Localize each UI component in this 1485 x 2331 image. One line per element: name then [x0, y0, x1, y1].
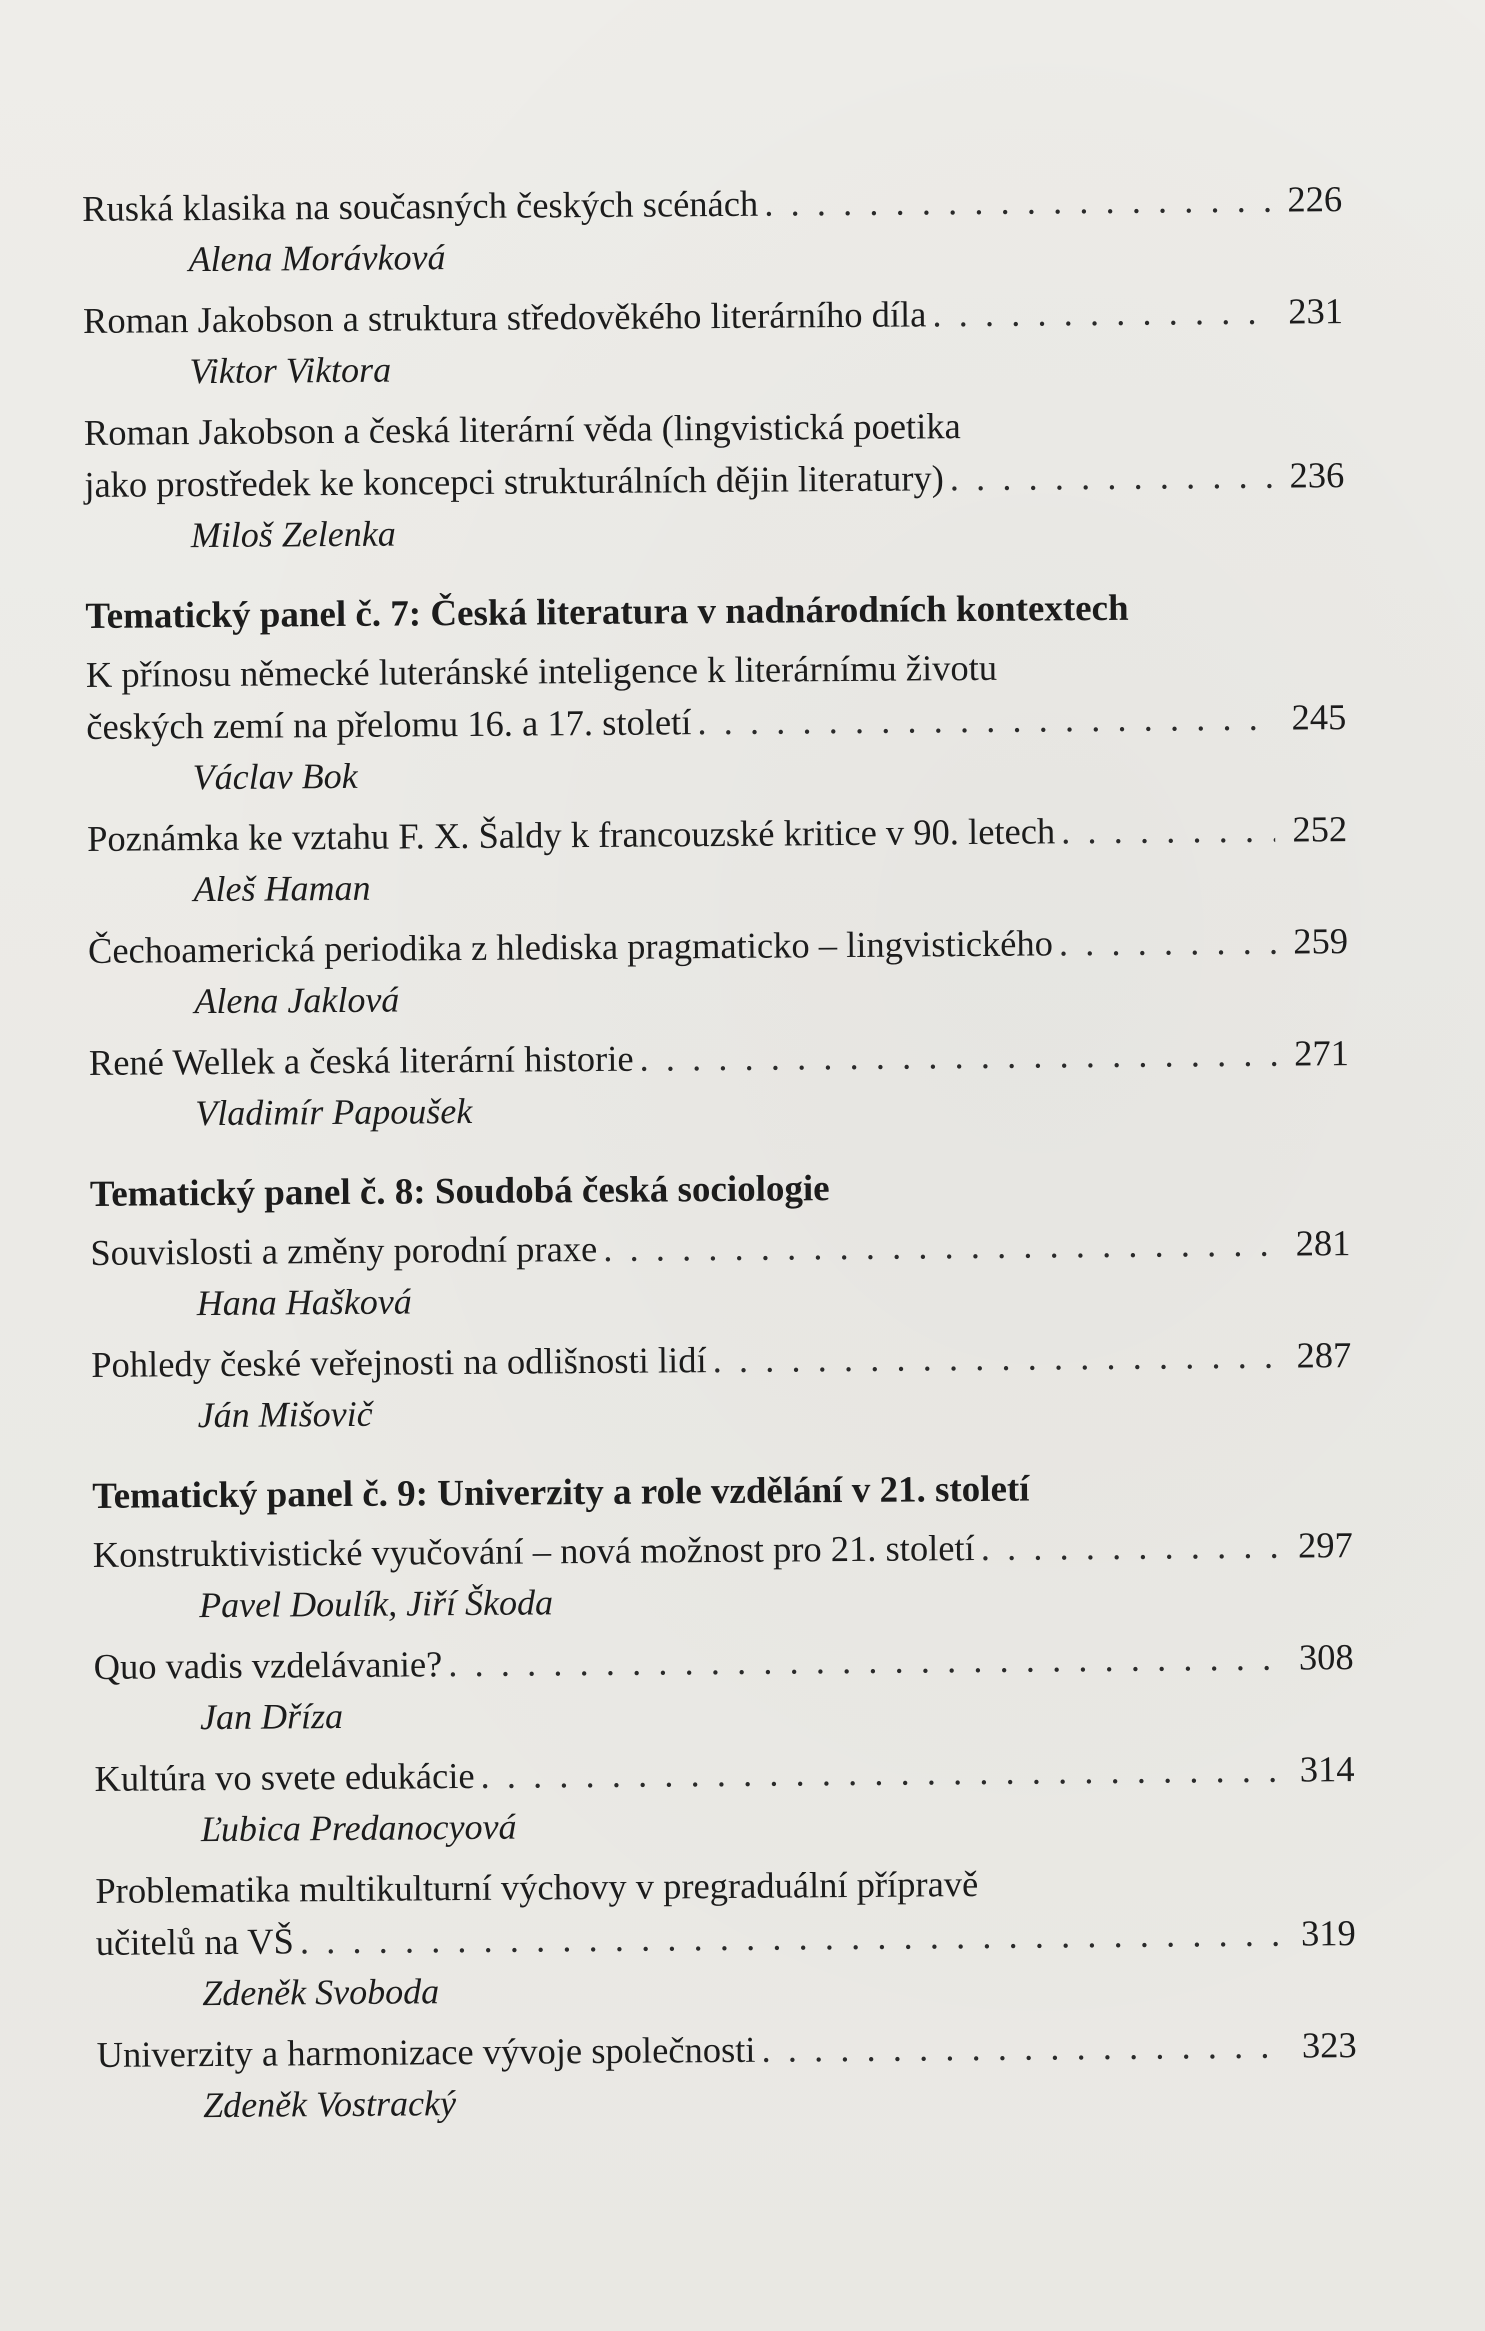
toc-entry-line [90, 1217, 1350, 1279]
dot-leader [1061, 804, 1275, 858]
entry-title-line1: Problematika multikulturní výchovy v pregraduální přípravě [95, 1863, 979, 1911]
entry-title: Ruská klasika na současných českých scénách [82, 182, 759, 229]
toc-entry-line [93, 1519, 1353, 1581]
entry-title: Kultúra vo svete edukácie [94, 1754, 475, 1799]
entry-title: Čechoamerická periodika z hlediska pragmaticko – lingvistického [87, 922, 1054, 971]
toc-entry-line [83, 285, 1343, 347]
entry-title-line1: K přínosu německé luteránské inteligence k literárnímu životu [85, 646, 998, 695]
page-number: 259 [1293, 920, 1349, 962]
toc-entry [95, 1855, 1356, 2019]
entry-author: Miloš Zelenka [190, 513, 396, 556]
entry-author: Jan Dříza [199, 1695, 344, 1738]
entry-title-line2: učitelů na VŠ [95, 1920, 295, 1963]
dot-leader [639, 1028, 1277, 1085]
toc-entry-line [96, 1907, 1356, 1969]
page-number: 236 [1289, 454, 1345, 496]
panel-heading: Tematický panel č. 7: Česká literatura v nadnárodních kontextech [85, 587, 1129, 637]
entry-author: Aleš Haman [193, 867, 371, 910]
entry-title: Poznámka ke vztahu F. X. Šaldy k francouzské kritice v 90. letech [86, 810, 1056, 859]
page-number: 252 [1292, 808, 1348, 850]
toc-entry [88, 915, 1349, 1027]
entry-title-line1: Roman Jakobson a česká literární věda (lingvistická poetika [83, 405, 961, 453]
dot-leader [761, 2020, 1285, 2076]
toc-entry [89, 1027, 1350, 1139]
toc-entry [94, 1743, 1355, 1855]
entry-title: René Wellek a česká literární historie [88, 1037, 634, 1083]
dot-leader [448, 1632, 1282, 1691]
toc-entry [83, 285, 1344, 397]
page-number: 308 [1298, 1636, 1354, 1678]
toc-entry [82, 173, 1343, 285]
toc-entry [96, 2019, 1357, 2131]
page-number: 319 [1300, 1912, 1356, 1954]
entry-title: Quo vadis vzdelávanie? [93, 1643, 443, 1687]
toc-entry-line [96, 2019, 1356, 2081]
toc-entry-line [94, 1743, 1354, 1805]
entry-title: Souvislosti a změny porodní praxe [90, 1227, 598, 1273]
entry-title: Pohledy české veřejnosti na odlišnosti lidí [91, 1339, 707, 1385]
page-number: 287 [1296, 1334, 1352, 1376]
page-number: 231 [1288, 290, 1344, 332]
page-number: 226 [1287, 178, 1343, 220]
page-number: 314 [1299, 1748, 1355, 1790]
page-number: 281 [1295, 1222, 1351, 1264]
toc-entry-line [89, 1027, 1349, 1089]
page-number: 271 [1293, 1032, 1350, 1074]
toc-entry [93, 1519, 1354, 1631]
panel-heading: Tematický panel č. 9: Univerzity a role vzdělání v 21. století [92, 1468, 1030, 1517]
toc-entry [84, 397, 1345, 561]
page-number: 297 [1297, 1524, 1353, 1566]
dot-leader [932, 286, 1271, 341]
panel-heading: Tematický panel č. 8: Soudobá česká sociologie [89, 1168, 830, 1215]
toc-entry-line [84, 449, 1344, 511]
entry-author: Zdeněk Vostracký [202, 2083, 457, 2126]
entry-author: Ján Mišovič [197, 1393, 373, 1436]
table-of-contents [82, 173, 1357, 2141]
dot-leader [950, 450, 1273, 505]
toc-entry-line [91, 1329, 1351, 1391]
entry-author: Viktor Viktora [189, 349, 392, 392]
toc-entry-line [88, 915, 1348, 977]
dot-leader [603, 1218, 1279, 1275]
entry-author: Ľubica Predanocyová [200, 1806, 517, 1850]
page-number: 245 [1291, 696, 1347, 738]
toc-entry-line [86, 691, 1346, 753]
entry-author: Václav Bok [192, 755, 358, 798]
toc-entry [91, 1329, 1352, 1441]
dot-leader [981, 1520, 1281, 1574]
entry-title: Roman Jakobson a struktura středověkého literárního díla [82, 293, 927, 341]
entry-author: Hana Hašková [196, 1281, 412, 1324]
dot-leader [697, 692, 1274, 749]
toc-entry-line [93, 1631, 1353, 1693]
entry-title-line2: českých zemí na přelomu 16. a 17. století [86, 701, 692, 747]
entry-author: Alena Morávková [188, 237, 446, 280]
dot-leader [300, 1908, 1284, 1968]
entry-author: Zdeněk Svoboda [202, 1971, 440, 2014]
entry-title-line2: jako prostředek ke koncepci strukturálních dějin literatury) [84, 457, 944, 505]
page-number: 323 [1301, 2024, 1357, 2066]
entry-title: Konstruktivistické vyučování – nová možnost pro 21. století [92, 1527, 975, 1575]
dot-leader [764, 174, 1270, 230]
entry-author: Alena Jaklová [194, 979, 400, 1022]
toc-entry [90, 1217, 1351, 1329]
dot-leader [712, 1330, 1279, 1386]
toc-entry-line [87, 803, 1347, 865]
dot-leader [480, 1744, 1282, 1802]
entry-author: Vladimír Papoušek [195, 1090, 473, 1134]
entry-title: Univerzity a harmonizace vývoje společnosti [96, 2028, 756, 2075]
toc-entry [93, 1631, 1354, 1743]
toc-entry-line [82, 173, 1342, 235]
entry-author: Pavel Doulík, Jiří Škoda [199, 1582, 554, 1626]
dot-leader [1059, 916, 1276, 970]
toc-entry [87, 803, 1348, 915]
toc-entry [86, 639, 1347, 803]
